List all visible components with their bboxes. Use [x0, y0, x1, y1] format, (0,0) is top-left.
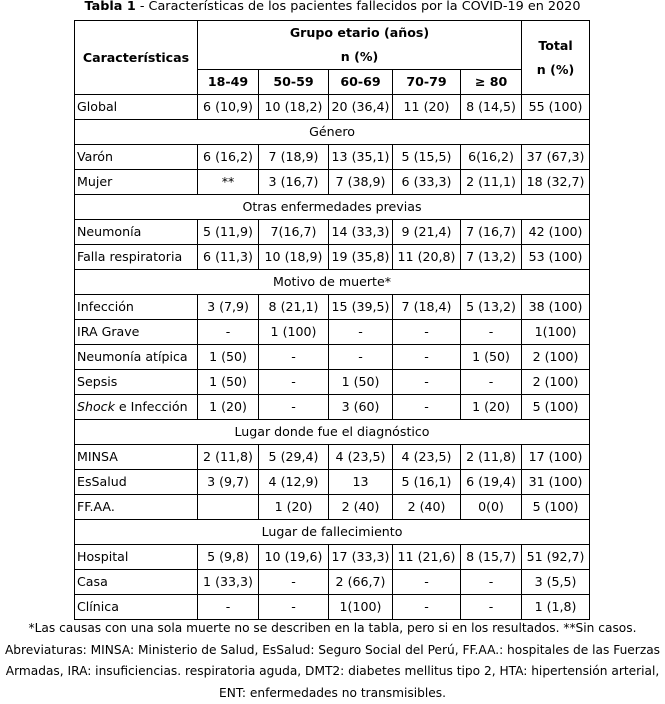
age-group-cell: 8 (14,5)	[461, 95, 522, 120]
table-caption-label: Tabla 1	[84, 0, 136, 14]
table-caption-text: - Características de los pacientes fallecidos por la COVID-19 en 2020	[135, 0, 581, 14]
age-group-cell: -	[393, 345, 461, 370]
age-group-cell: 7(16,7)	[259, 220, 329, 245]
age-group-cell: 5 (11,9)	[198, 220, 259, 245]
table-row	[75, 395, 590, 420]
age-group-cell: 9 (21,4)	[393, 220, 461, 245]
age-group-cell: 6 (33,3)	[393, 170, 461, 195]
row-label: FF.AA.	[75, 495, 198, 520]
age-group-cell: 3 (9,7)	[198, 470, 259, 495]
row-label: Clínica	[75, 595, 198, 620]
total-cell: 38 (100)	[522, 295, 590, 320]
header-age-col: 18-49	[198, 70, 259, 95]
age-group-cell: 8 (15,7)	[461, 545, 522, 570]
section-title: Género	[75, 120, 590, 145]
age-group-cell: -	[259, 345, 329, 370]
age-group-cell: -	[259, 595, 329, 620]
age-group-cell: 4 (23,5)	[329, 445, 393, 470]
age-group-cell: 13	[329, 470, 393, 495]
total-cell: 55 (100)	[522, 95, 590, 120]
age-group-cell: 6(16,2)	[461, 145, 522, 170]
note-line: ENT: enfermedades no transmisibles.	[219, 685, 446, 700]
age-group-cell: 1 (50)	[329, 370, 393, 395]
row-label-rest: e Infección	[114, 399, 188, 414]
age-group-cell: 20 (36,4)	[329, 95, 393, 120]
table-row	[75, 495, 590, 520]
total-cell: 2 (100)	[522, 345, 590, 370]
age-group-cell: 1 (20)	[198, 395, 259, 420]
age-group-cell: 13 (35,1)	[329, 145, 393, 170]
row-label	[75, 395, 198, 420]
age-group-cell: -	[461, 595, 522, 620]
total-cell: 53 (100)	[522, 245, 590, 270]
section-title: Otras enfermedades previas	[75, 195, 590, 220]
age-group-cell: -	[393, 370, 461, 395]
age-group-cell	[198, 495, 259, 520]
age-group-cell: 7 (16,7)	[461, 220, 522, 245]
age-group-cell: -	[461, 370, 522, 395]
age-group-cell: -	[259, 570, 329, 595]
age-group-cell: -	[329, 345, 393, 370]
age-group-cell: 11 (21,6)	[393, 545, 461, 570]
row-label: Varón	[75, 145, 198, 170]
table-caption	[0, 0, 665, 14]
note-line: Armadas, IRA: insuficiencias. respiratoria aguda, DMT2: diabetes mellitus tipo 2, HTA: hipertensión arterial,	[5, 664, 660, 679]
age-group-cell: 2 (11,8)	[461, 445, 522, 470]
age-group-cell: -	[329, 320, 393, 345]
section-row	[75, 120, 590, 145]
table-row	[75, 320, 590, 345]
section-title: Lugar de fallecimiento	[75, 520, 590, 545]
age-group-cell: -	[461, 320, 522, 345]
header-age-col: 60-69	[329, 70, 393, 95]
age-group-cell: 5 (29,4)	[259, 445, 329, 470]
row-label: Global	[75, 95, 198, 120]
age-group-cell: 6 (11,3)	[198, 245, 259, 270]
age-group-cell: **	[198, 170, 259, 195]
header-age-col: ≥ 80	[461, 70, 522, 95]
age-group-cell: -	[259, 370, 329, 395]
age-group-cell: 11 (20)	[393, 95, 461, 120]
section-title: Motivo de muerte*	[75, 270, 590, 295]
age-group-cell: -	[259, 395, 329, 420]
header-age-col: 70-79	[393, 70, 461, 95]
age-group-cell: 1(100)	[329, 595, 393, 620]
age-group-cell: 7 (13,2)	[461, 245, 522, 270]
age-group-cell: 6 (10,9)	[198, 95, 259, 120]
table-notes	[0, 618, 665, 704]
age-group-cell: 1 (20)	[259, 495, 329, 520]
age-group-cell: 15 (39,5)	[329, 295, 393, 320]
row-label: Sepsis	[75, 370, 198, 395]
row-label-italic: Shock	[77, 399, 115, 414]
age-group-cell: 14 (33,3)	[329, 220, 393, 245]
table-row	[75, 570, 590, 595]
row-label: Neumonía atípica	[75, 345, 198, 370]
age-group-cell: 3 (60)	[329, 395, 393, 420]
total-cell: 1 (1,8)	[522, 595, 590, 620]
header-total-unit: n (%)	[536, 61, 575, 77]
table-row	[75, 95, 590, 120]
section-row	[75, 420, 590, 445]
age-group-cell: 6 (16,2)	[198, 145, 259, 170]
note-line: *Las causas con una sola muerte no se describen en la tabla, pero si en los resultados. **Sin casos.	[28, 621, 637, 635]
age-group-cell: 1 (100)	[259, 320, 329, 345]
total-cell: 51 (92,7)	[522, 545, 590, 570]
total-cell: 18 (32,7)	[522, 170, 590, 195]
age-group-cell: -	[393, 395, 461, 420]
age-group-cell: 5 (9,8)	[198, 545, 259, 570]
section-row	[75, 520, 590, 545]
total-cell: 17 (100)	[522, 445, 590, 470]
row-label: Casa	[75, 570, 198, 595]
table-row	[75, 445, 590, 470]
age-group-cell: 11 (20,8)	[393, 245, 461, 270]
age-group-cell: 4 (23,5)	[393, 445, 461, 470]
section-title: Lugar donde fue el diagnóstico	[75, 420, 590, 445]
age-group-cell: 17 (33,3)	[329, 545, 393, 570]
age-group-cell: 19 (35,8)	[329, 245, 393, 270]
age-group-cell: 1 (33,3)	[198, 570, 259, 595]
row-label: MINSA	[75, 445, 198, 470]
row-label: EsSalud	[75, 470, 198, 495]
age-group-cell: 3 (16,7)	[259, 170, 329, 195]
table-row	[75, 170, 590, 195]
age-group-cell: 7 (38,9)	[329, 170, 393, 195]
patients-table	[74, 20, 590, 620]
age-group-cell: 5 (13,2)	[461, 295, 522, 320]
total-cell: 37 (67,3)	[522, 145, 590, 170]
age-group-cell: 1 (50)	[198, 370, 259, 395]
age-group-cell: 7 (18,4)	[393, 295, 461, 320]
row-label: Hospital	[75, 545, 198, 570]
table-row	[75, 370, 590, 395]
age-group-cell: -	[198, 320, 259, 345]
age-group-cell: -	[461, 570, 522, 595]
total-cell: 31 (100)	[522, 470, 590, 495]
table-row	[75, 470, 590, 495]
header-row-1	[75, 21, 590, 70]
age-group-cell: 3 (7,9)	[198, 295, 259, 320]
table-row	[75, 595, 590, 620]
age-group-cell: 10 (18,2)	[259, 95, 329, 120]
age-group-cell: 2 (11,8)	[198, 445, 259, 470]
section-row	[75, 270, 590, 295]
age-group-cell: 2 (66,7)	[329, 570, 393, 595]
age-group-cell: 2 (40)	[329, 495, 393, 520]
header-age-group	[198, 21, 522, 70]
header-age-group-unit: n (%)	[340, 49, 379, 64]
total-cell: 2 (100)	[522, 370, 590, 395]
total-cell: 1(100)	[522, 320, 590, 345]
row-label: Mujer	[75, 170, 198, 195]
note-line: Abreviaturas: MINSA: Ministerio de Salud, EsSalud: Seguro Social del Perú, FF.AA.: hospitales de las Fuerzas	[4, 642, 661, 657]
total-cell: 5 (100)	[522, 395, 590, 420]
age-group-cell: 8 (21,1)	[259, 295, 329, 320]
table-row	[75, 220, 590, 245]
age-group-cell: 5 (16,1)	[393, 470, 461, 495]
header-total-title: Total	[538, 37, 573, 53]
age-group-cell: 1 (50)	[461, 345, 522, 370]
table-body	[75, 95, 590, 620]
age-group-cell: 1 (50)	[198, 345, 259, 370]
age-group-cell: 6 (19,4)	[461, 470, 522, 495]
age-group-cell: -	[393, 320, 461, 345]
age-group-cell: 4 (12,9)	[259, 470, 329, 495]
age-group-cell: 0(0)	[461, 495, 522, 520]
row-label: Infección	[75, 295, 198, 320]
table-row	[75, 245, 590, 270]
age-group-cell: 1 (20)	[461, 395, 522, 420]
row-label: Falla respiratoria	[75, 245, 198, 270]
age-group-cell: 2 (11,1)	[461, 170, 522, 195]
age-group-cell: -	[198, 595, 259, 620]
total-cell: 42 (100)	[522, 220, 590, 245]
age-group-cell: -	[393, 570, 461, 595]
header-age-col: 50-59	[259, 70, 329, 95]
total-cell: 3 (5,5)	[522, 570, 590, 595]
age-group-cell: 7 (18,9)	[259, 145, 329, 170]
section-row	[75, 195, 590, 220]
age-group-cell: -	[393, 595, 461, 620]
header-age-group-title: Grupo etario (años)	[289, 25, 430, 40]
row-label: Neumonía	[75, 220, 198, 245]
table-row	[75, 345, 590, 370]
header-total	[522, 21, 590, 95]
age-group-cell: 10 (19,6)	[259, 545, 329, 570]
age-group-cell: 5 (15,5)	[393, 145, 461, 170]
row-label: IRA Grave	[75, 320, 198, 345]
age-group-cell: 10 (18,9)	[259, 245, 329, 270]
total-cell: 5 (100)	[522, 495, 590, 520]
header-characteristics: Características	[75, 21, 198, 95]
table-row	[75, 545, 590, 570]
table-row	[75, 145, 590, 170]
table-row	[75, 295, 590, 320]
age-group-cell: 2 (40)	[393, 495, 461, 520]
